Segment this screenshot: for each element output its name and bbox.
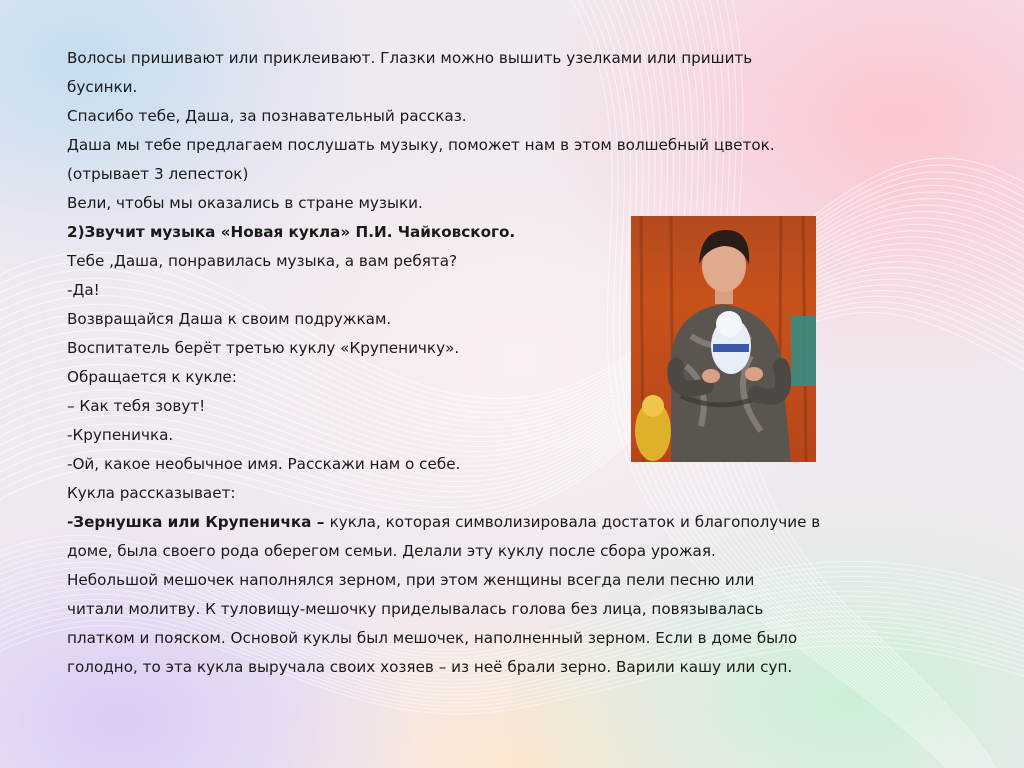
text-line: -Крупеничка. — [67, 426, 174, 444]
definition-text: кукла, которая символизировала достаток и благополучие в — [329, 513, 821, 531]
text-line: -Да! — [67, 281, 100, 299]
music-heading: 2)Звучит музыка «Новая кукла» П.И. Чайковского. — [67, 223, 516, 241]
text-line: Даша мы тебе предлагаем послушать музыку, поможет нам в этом волшебный цветок. — [67, 136, 775, 154]
text-line: Воспитатель берёт третью куклу «Крупеничку». — [67, 339, 460, 357]
text-line: -Ой, какое необычное имя. Расскажи нам о себе. — [67, 455, 461, 473]
definition-line: доме, была своего рода оберегом семьи. Делали эту куклу после сбора урожая. — [67, 542, 716, 560]
definition-line: Небольшой мешочек наполнялся зерном, при этом женщины всегда пели песню или — [67, 571, 755, 589]
text-line: Возвращайся Даша к своим подружкам. — [67, 310, 392, 328]
text-line: – Как тебя зовут! — [67, 397, 206, 415]
definition-term: -Зернушка или Крупеничка – — [67, 513, 330, 531]
text-line: Вели, чтобы мы оказались в стране музыки. — [67, 194, 423, 212]
photo-illustration — [631, 216, 816, 462]
definition-line: голодно, то эта кукла выручала своих хозяев – из неё брали зерно. Варили кашу или суп. — [67, 658, 793, 676]
definition-first-line — [67, 508, 867, 537]
text-line: бусинки. — [67, 78, 138, 96]
definition-line: платком и пояском. Основой куклы был мешочек, наполненный зерном. Если в доме было — [67, 629, 798, 647]
text-line: Волосы пришивают или приклеивают. Глазки можно вышить узелками или пришить — [67, 49, 753, 67]
teacher-with-doll-photo — [631, 216, 816, 462]
definition-line: читали молитву. К туловищу-мешочку приделывалась голова без лица, повязывалась — [67, 600, 764, 618]
text-line: Спасибо тебе, Даша, за познавательный рассказ. — [67, 107, 467, 125]
text-line: Кукла рассказывает: — [67, 484, 236, 502]
text-line: Тебе ,Даша, понравилась музыка, а вам ребята? — [67, 252, 458, 270]
text-line: Обращается к кукле: — [67, 368, 237, 386]
text-line: (отрывает 3 лепесток) — [67, 165, 249, 183]
